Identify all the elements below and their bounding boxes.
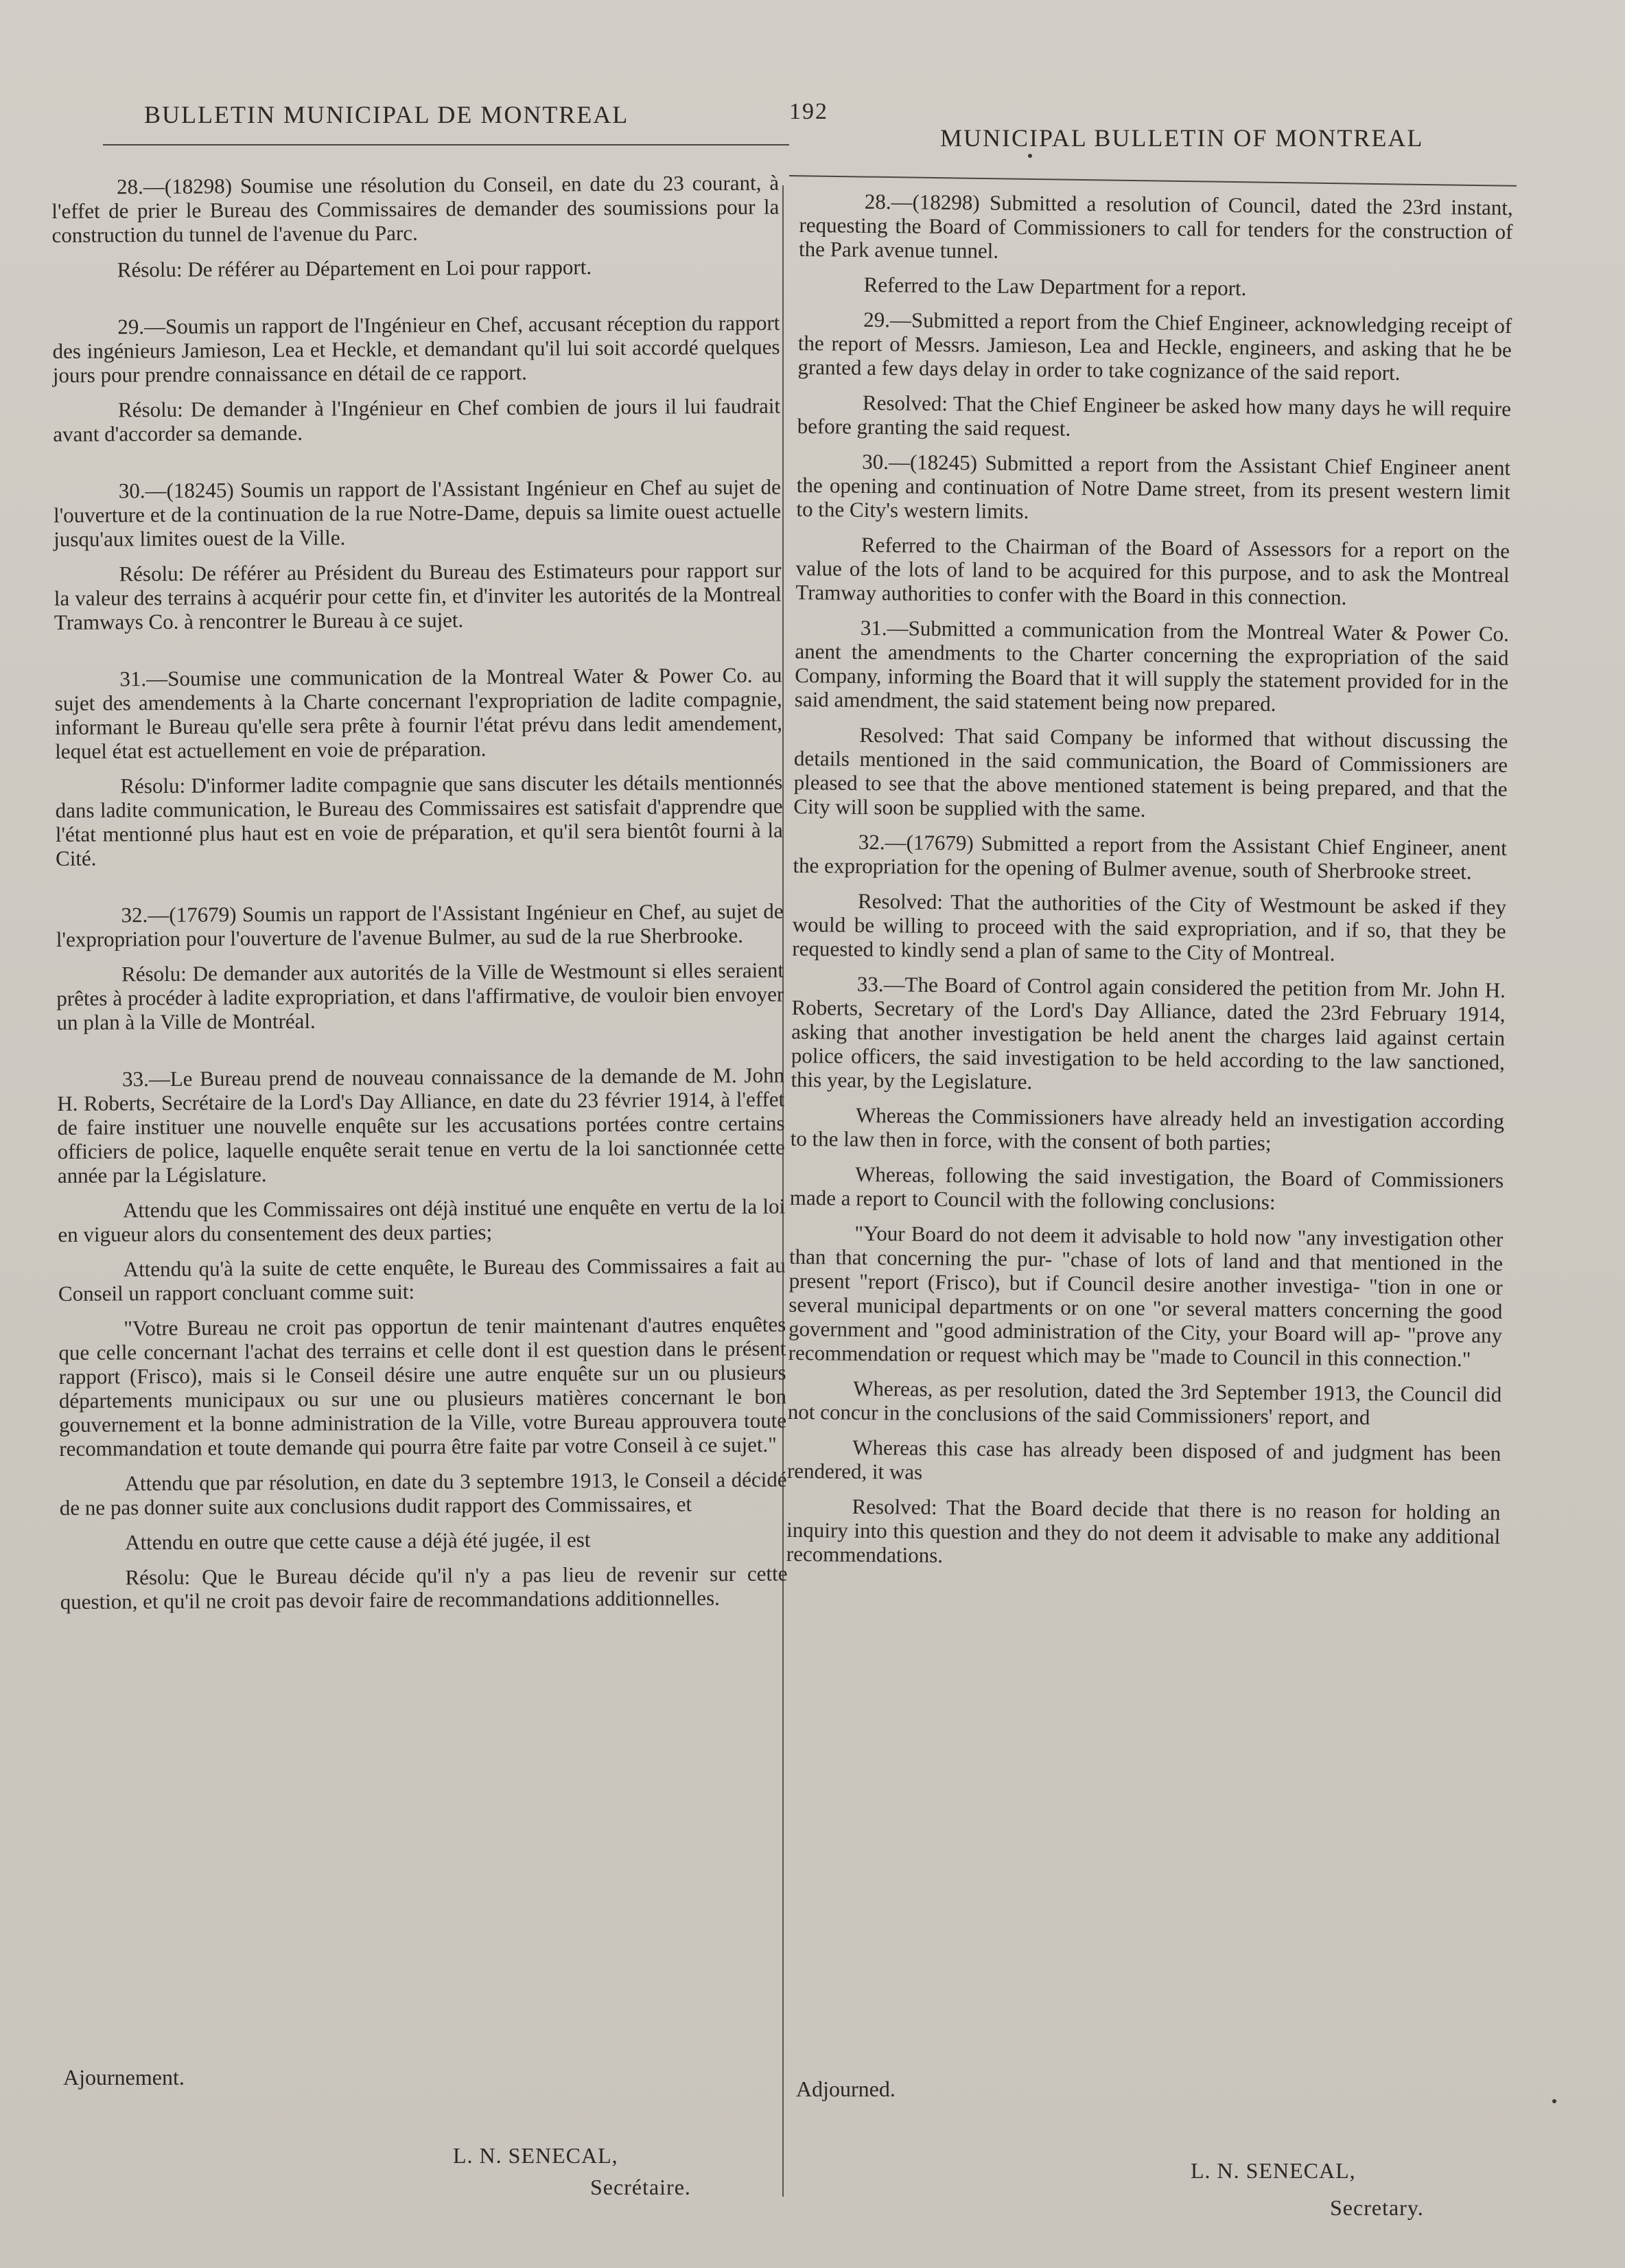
- en-item-28: 28.—(18298) Submitted a resolution of Council, dated the 23rd instant, requesting the Board of Commissioners to call for tenders for the construction of the Park avenue tunnel.: [798, 189, 1513, 263]
- header-french-title: BULLETIN MUNICIPAL DE MONTREAL: [144, 101, 629, 128]
- en-resolution-33: Resolved: That the Board decide that there is no reason for holding an inquiry into this question and they do not deem it advisable to make any additional recommendations.: [786, 1494, 1501, 1568]
- fr-item-29: 29.—Soumis un rapport de l'Ingénieur en Chef, accusant réception du rapport des ingénieurs Jamieson, Lea et Heckle, et demandant qu'il lui soit accordé quelques jours pour prendre connaissance en détail de ce rapport.: [52, 310, 780, 387]
- page-number: 192: [789, 99, 828, 124]
- header-rule-left: [103, 144, 789, 146]
- fr-item-31: 31.—Soumise une communication de la Montreal Water & Power Co. au sujet des amendements à la Charte concernant l'expropriation de ladite compagnie, informant le Bureau qu'elle sera prête à fournir l'état prévu dans ledit amendement, lequel état est actuellement en voie de préparation.: [54, 662, 783, 763]
- fr-whereas-3: Attendu que par résolution, en date du 3 septembre 1913, le Conseil a décidé de ne pas donner suite aux conclusions dudit rapport des Commissaires, et: [59, 1467, 787, 1520]
- en-whereas-3: Whereas, as per resolution, dated the 3rd September 1913, the Council did not concur in the conclusions of the said Commissioners' report, and: [787, 1376, 1502, 1430]
- ink-speck: [1028, 154, 1032, 158]
- en-resolution-31: Resolved: That said Company be informed that without discussing the details mentioned in the said communication, the Board of Commissioners are pleased to see that the above mentioned statement is being prepared, and that the City will soon be supplied with the same.: [793, 722, 1508, 822]
- fr-whereas-4: Attendu en outre que cette cause a déjà été jugée, il est: [125, 1527, 591, 1555]
- en-signature-title: Secretary.: [1330, 2195, 1424, 2220]
- en-adjournment: Adjourned.: [796, 2076, 896, 2101]
- fr-quotation: "Votre Bureau ne croit pas opportun de tenir maintenant d'autres enquêtes que celle concernant l'achat des terrains et celle dont il est question dans le présent rapport (Frisco), mais si le Conseil désire une autre enquête sur un ou plusieurs départements municipaux ou sur une ou plusieurs matières concernant le bon gouvernement et la bonne administration de la Ville, votre Bureau approuvera toute recommandation et toute demande qui pourra être faite par votre Conseil à ce sujet.": [58, 1312, 787, 1461]
- fr-item-30: 30.—(18245) Soumis un rapport de l'Assistant Ingénieur en Chef au sujet de l'ouverture et de la continuation de la rue Notre-Dame, depuis sa limite ouest actuelle jusqu'aux limites ouest de la Ville.: [53, 474, 782, 551]
- french-column: [51, 171, 788, 1625]
- en-item-32: 32.—(17679) Submitted a report from the Assistant Chief Engineer, anent the expropriation for the opening of Bulmer avenue, south of Sherbrooke street.: [793, 829, 1507, 884]
- header-rule-right: [789, 175, 1517, 187]
- fr-item-32: 32.—(17679) Soumis un rapport de l'Assistant Ingénieur en Chef, au sujet de l'expropriation pour l'ouverture de l'avenue Bulmer, au sud de la rue Sherbrooke.: [56, 899, 784, 951]
- header-english-title: MUNICIPAL BULLETIN OF MONTREAL: [940, 124, 1424, 152]
- fr-signature-title: Secrétaire.: [590, 2175, 691, 2199]
- fr-resolution-31: Résolu: D'informer ladite compagnie que sans discuter les détails mentionnés dans ladite communication, le Bureau des Commissaires est satisfait d'apprendre que l'état mentionné plus haut est en voie de préparation, et qu'il sera bientôt fourni à la Cité.: [55, 769, 783, 870]
- fr-resolution-32: Résolu: De demander aux autorités de la Ville de Westmount si elles seraient prêtes à procéder à ladite expropriation, et dans l'affirmative, de vouloir bien envoyer un plan à la Ville de Montréal.: [56, 958, 784, 1034]
- en-signature-name: L. N. SENECAL,: [1191, 2158, 1356, 2183]
- fr-item-33: 33.—Le Bureau prend de nouveau connaissance de la demande de M. John H. Roberts, Secrétaire de la Lord's Day Alliance, en date du 23 février 1914, à l'effet de faire instituer une nouvelle enquête sur les accusations portées contre certains officiers de police, laquelle enquête serait tenue en vertu de la loi sanctionnée cette année par la Législature.: [57, 1063, 785, 1188]
- en-resolution-29: Resolved: That the Chief Engineer be asked how many days he will require before granting the said request.: [797, 390, 1512, 441]
- fr-item-28: 28.—(18298) Soumise une résolution du Conseil, en date du 23 courant, à l'effet de prier le Bureau des Commissaires de demander des soumissions pour la construction du tunnel de l'avenue du Parc.: [51, 170, 780, 247]
- en-resolution-32: Resolved: That the authorities of the City of Westmount be asked if they would be willing to proceed with the said expropriation, and if so, that they be requested to kindly send a plan of same to the City of Montreal.: [792, 888, 1507, 966]
- fr-resolution-33: Résolu: Que le Bureau décide qu'il n'y a pas lieu de revenir sur cette question, et qu'il ne croit pas devoir faire de recommandations additionnelles.: [60, 1561, 788, 1614]
- fr-adjournment: Ajournement.: [63, 2065, 185, 2090]
- fr-resolution-29: Résolu: De demander à l'Ingénieur en Chef combien de jours il lui faudrait avant d'accorder sa demande.: [53, 393, 781, 446]
- en-quotation: "Your Board do not deem it advisable to hold now "any investigation other than that concerning the pur- "chase of lots of land and that mentioned in the present "report (Frisco), but if Council desire another investiga- "tion in one or several municipal departments or on one "or several matters concerning the good government and "good administration of the City, your Board will ap- "prove any recommendation or request which may be "made to Council in this connection.": [788, 1220, 1504, 1372]
- en-item-33: 33.—The Board of Control again considered the petition from Mr. John H. Roberts, Secretary of the Lord's Day Alliance, dated the 23rd February 1914, asking that another investigation be held anent the charges laid against certain police officers, the said investigation to be held according to the law sanctioned, this year, by the Legislature.: [791, 971, 1506, 1094]
- en-whereas-1: Whereas the Commissioners have already held an investigation according to the law then in force, with the consent of both parties;: [790, 1102, 1505, 1155]
- page-header: [124, 96, 1517, 151]
- english-column: [786, 189, 1513, 1584]
- fr-whereas-1: Attendu que les Commissaires ont déjà institué une enquête en vertu de la loi en vigueur alors du consentement des deux parties;: [58, 1194, 786, 1247]
- fr-signature-name: L. N. SENECAL,: [453, 2143, 618, 2168]
- ink-speck: [1552, 2099, 1556, 2103]
- en-whereas-4: Whereas this case has already been disposed of and judgment has been rendered, it was: [786, 1435, 1501, 1484]
- en-item-31: 31.—Submitted a communication from the Montreal Water & Power Co. anent the amendments to the Charter concerning the expropriation of the said Company, informing the Board that it will supply the statement provided for in the said amendment, the said statement being now prepared.: [794, 615, 1509, 716]
- en-item-30: 30.—(18245) Submitted a report from the Assistant Chief Engineer anent the opening and continuation of Notre Dame street, from its present western limit to the City's western limits.: [796, 449, 1511, 524]
- en-resolution-30: Referred to the Chairman of the Board of Assessors for a report on the value of the lots of land to be acquired for this purpose, and to ask the Montreal Tramway authorities to confer with the Board in this connection.: [795, 532, 1510, 610]
- en-resolution-28: Referred to the Law Department for a report.: [863, 272, 1247, 301]
- en-item-29: 29.—Submitted a report from the Chief Engineer, acknowledging receipt of the report of Messrs. Jamieson, Lea and Heckle, engineers, and asking that he be granted a few days delay in order to take cognizance of the said report.: [797, 307, 1512, 385]
- fr-resolution-28: Résolu: De référer au Département en Loi pour rapport.: [117, 255, 592, 282]
- fr-whereas-2: Attendu qu'à la suite de cette enquête, le Bureau des Commissaires a fait au Conseil un rapport concluant comme suit:: [58, 1253, 786, 1306]
- en-whereas-2: Whereas, following the said investigation, the Board of Commissioners made a report to Council with the following conclusions:: [789, 1161, 1504, 1214]
- fr-resolution-30: Résolu: De référer au Président du Bureau des Estimateurs pour rapport sur la valeur des terrains à acquérir pour cette fin, et d'inviter les autorités de la Montreal Tramways Co. à rencontrer le Bureau à ce sujet.: [54, 557, 782, 634]
